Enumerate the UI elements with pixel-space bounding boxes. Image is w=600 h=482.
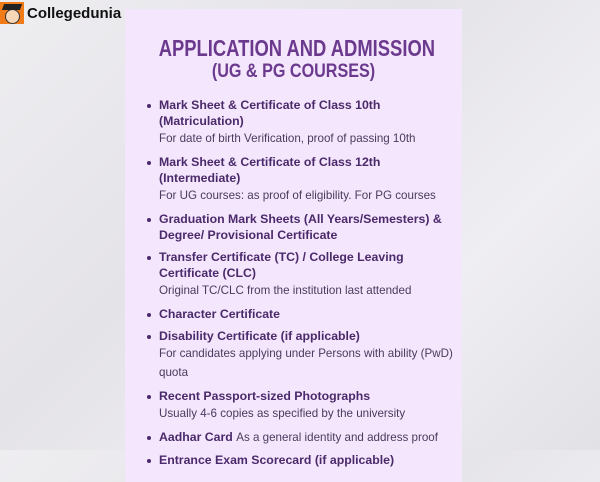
mascot-icon bbox=[0, 2, 24, 24]
item-desc: As a general identity and address proof bbox=[236, 431, 438, 445]
item-heading: Disability Certificate (if applicable) bbox=[159, 329, 360, 344]
item-heading: Aadhar Card bbox=[159, 430, 233, 445]
item-heading: Mark Sheet & Certificate of Class 12th (Intermediate) bbox=[159, 155, 381, 186]
list-item bbox=[147, 388, 457, 423]
list-item bbox=[147, 154, 457, 205]
content-panel bbox=[125, 9, 462, 482]
item-heading: Transfer Certificate (TC) / College Leaving Certificate (CLC) bbox=[159, 250, 404, 281]
list-item bbox=[147, 429, 457, 446]
page-title: APPLICATION AND ADMISSION bbox=[158, 35, 436, 61]
list-item bbox=[147, 211, 457, 243]
list-item bbox=[147, 306, 457, 322]
item-heading: Mark Sheet & Certificate of Class 10th (Matriculation) bbox=[159, 98, 381, 129]
item-heading: Graduation Mark Sheets (All Years/Semesters) & Degree/ Provisional Certificate bbox=[159, 212, 442, 243]
item-desc: Usually 4-6 copies as specified by the university bbox=[159, 407, 406, 421]
item-desc: Original TC/CLC from the institution last attended bbox=[159, 284, 412, 298]
list-item bbox=[147, 97, 457, 148]
brand-name: Collegedunia bbox=[27, 4, 122, 22]
document-list bbox=[147, 97, 457, 474]
list-item bbox=[147, 328, 457, 382]
item-heading: Recent Passport-sized Photographs bbox=[159, 389, 371, 404]
page-subtitle: (UG & PG COURSES) bbox=[211, 61, 376, 83]
list-item bbox=[147, 452, 457, 468]
item-desc: For candidates applying under Persons with ability (PwD) quota bbox=[159, 347, 453, 380]
brand-logo bbox=[0, 2, 121, 24]
list-item bbox=[147, 249, 457, 300]
item-desc: For UG courses: as proof of eligibility. For PG courses bbox=[159, 189, 436, 203]
item-heading: Character Certificate bbox=[159, 307, 280, 322]
item-desc: For date of birth Verification, proof of passing 10th bbox=[159, 132, 416, 146]
item-heading: Entrance Exam Scorecard (if applicable) bbox=[159, 453, 395, 468]
